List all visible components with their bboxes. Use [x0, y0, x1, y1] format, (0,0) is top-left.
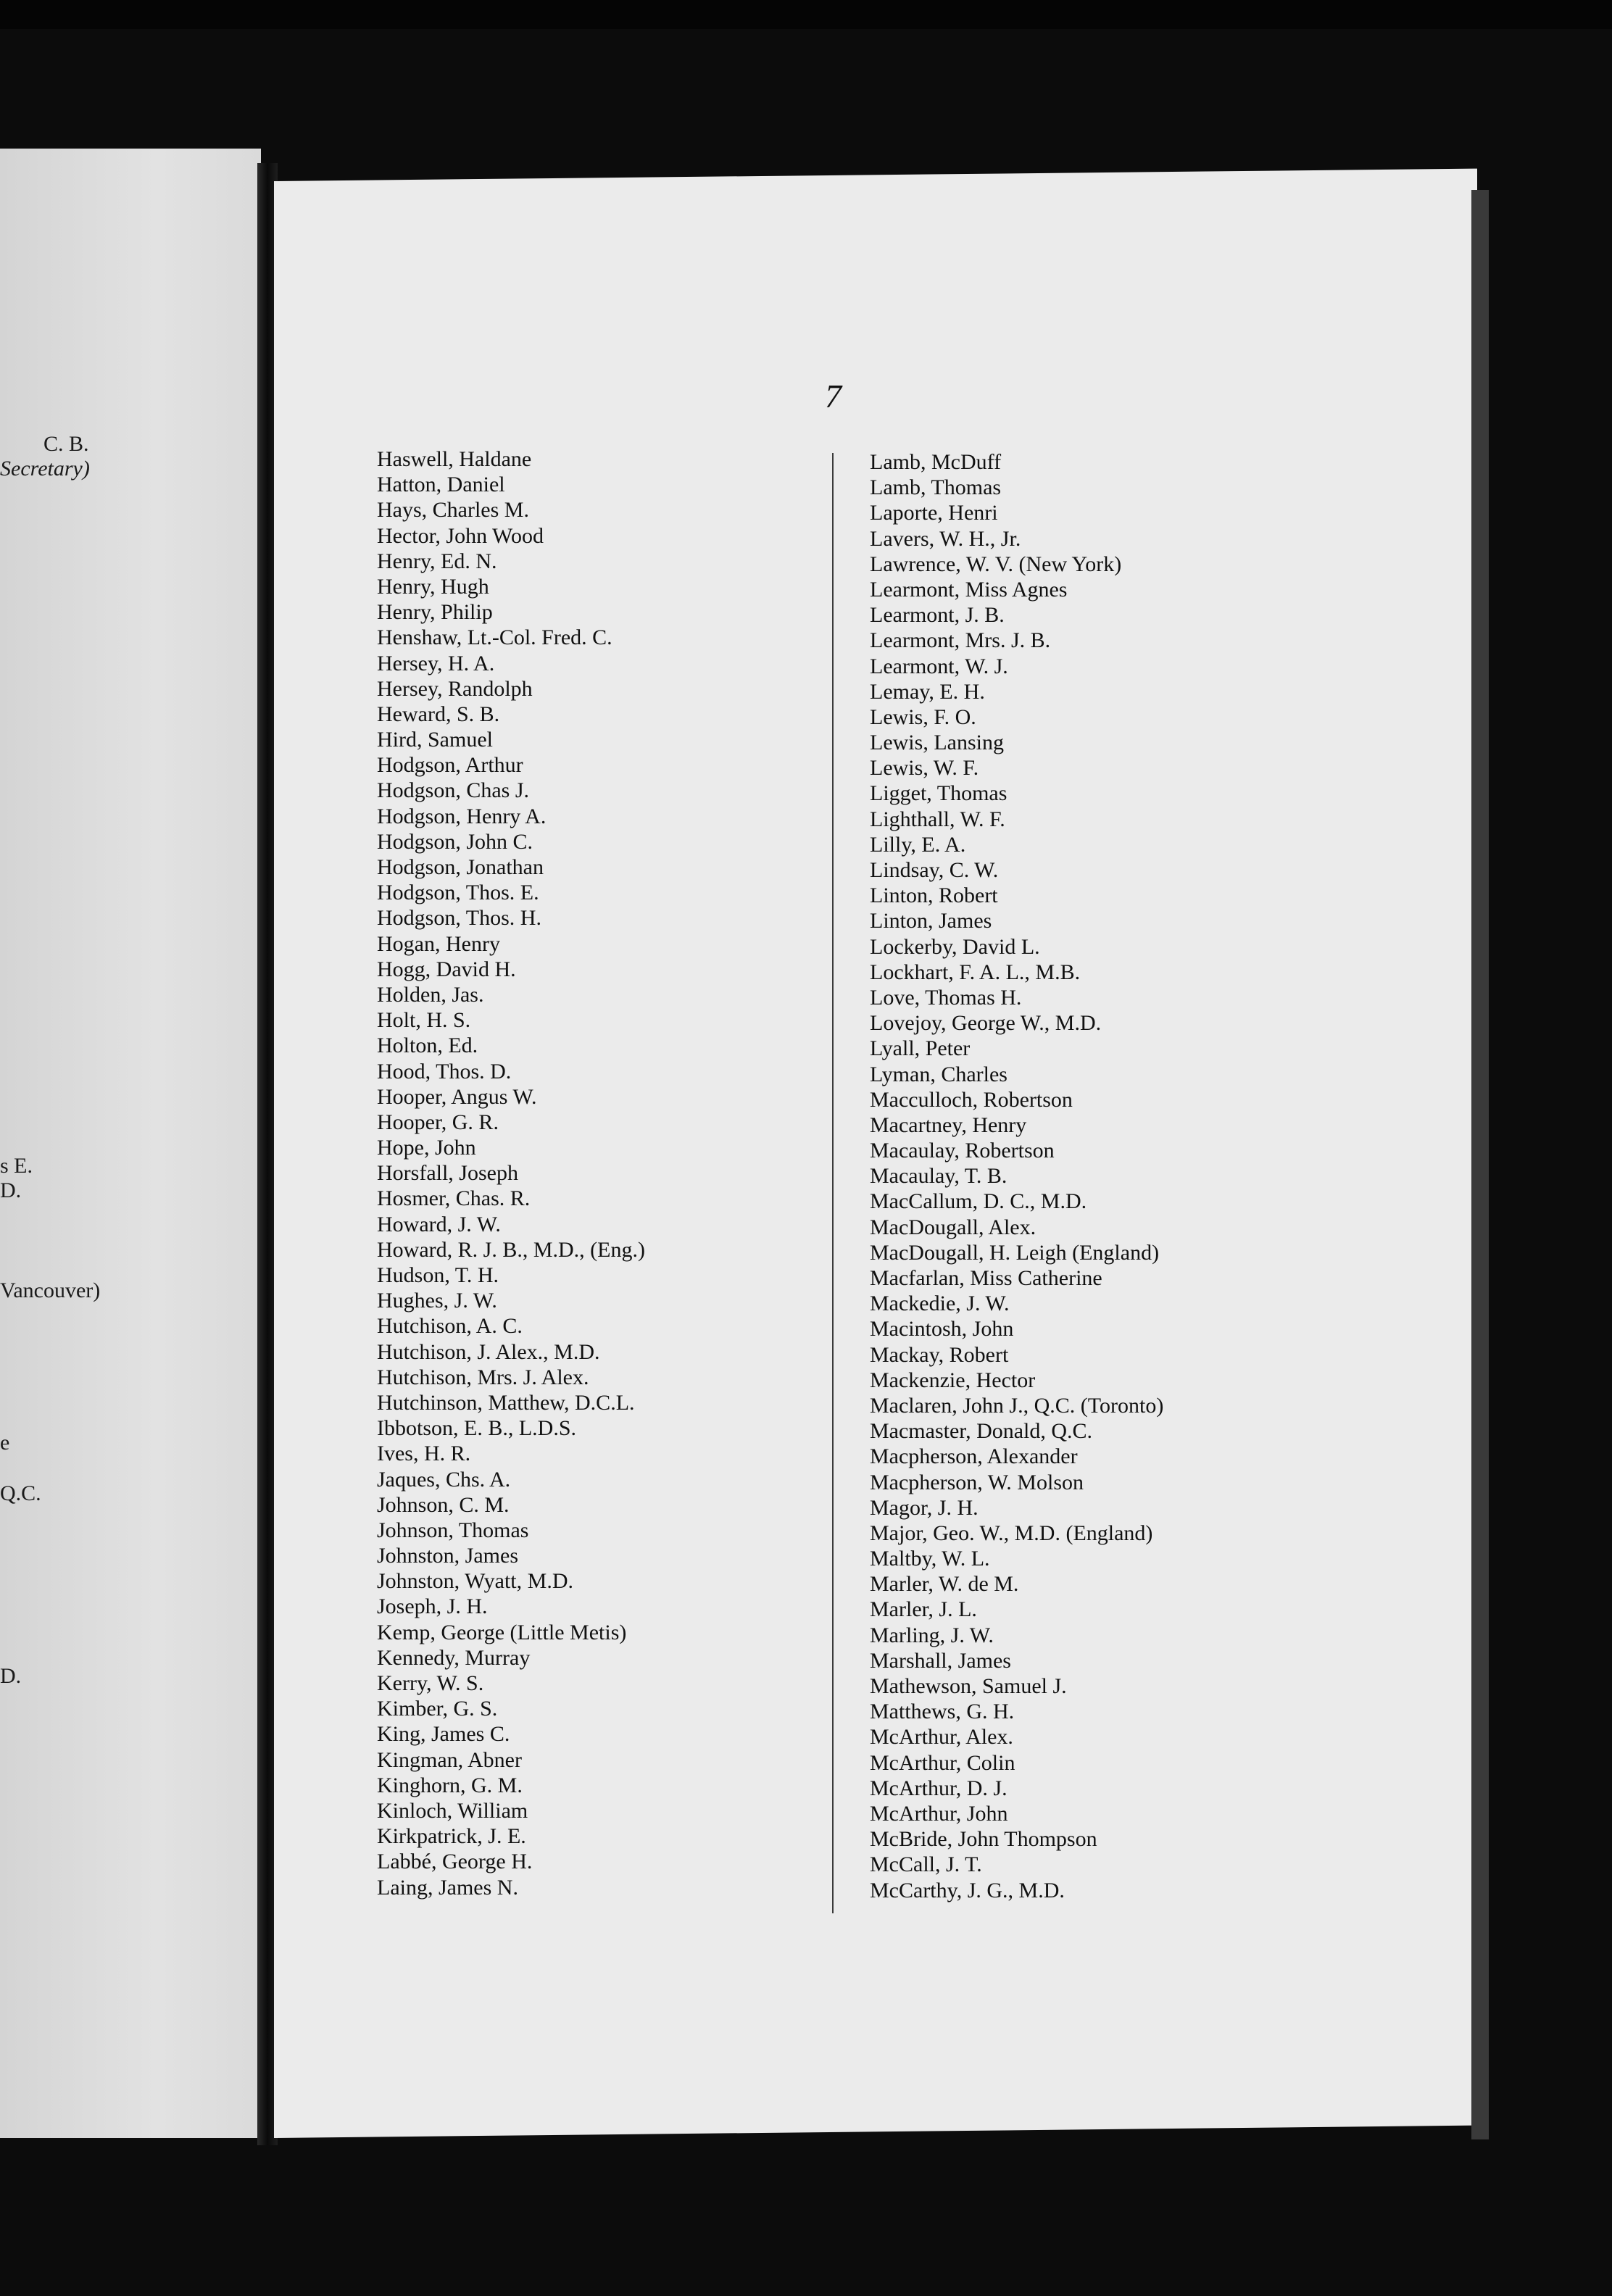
member-entry: Howard, J. W.: [377, 1212, 501, 1236]
left-page-fragment: C. B.: [43, 432, 89, 456]
member-entry: Mackenzie, Hector: [870, 1368, 1036, 1392]
member-entry: Kimber, G. S.: [377, 1697, 498, 1721]
member-entry: Johnston, James: [377, 1544, 518, 1568]
member-entry: Lavers, W. H., Jr.: [870, 526, 1021, 551]
member-entry: Hood, Thos. D.: [377, 1059, 512, 1083]
member-entry: Henshaw, Lt.-Col. Fred. C.: [377, 625, 612, 650]
member-entry: Learmont, Mrs. J. B.: [870, 628, 1051, 653]
film-top-border: [0, 0, 1612, 29]
member-entry: Lindsay, C. W.: [870, 858, 999, 882]
left-page-fragment: Q.C.: [0, 1481, 41, 1505]
member-entry: Hersey, H. A.: [377, 651, 495, 675]
member-entry: Learmont, Miss Agnes: [870, 577, 1068, 602]
member-entry: Holton, Ed.: [377, 1033, 478, 1058]
member-entry: Macartney, Henry: [870, 1112, 1027, 1137]
member-entry: Marling, J. W.: [870, 1623, 994, 1647]
member-entry: Hooper, G. R.: [377, 1110, 499, 1134]
member-entry: Kirkpatrick, J. E.: [377, 1824, 526, 1849]
member-entry: Lighthall, W. F.: [870, 807, 1005, 831]
member-entry: Hope, John: [377, 1136, 476, 1160]
member-entry: Lewis, F. O.: [870, 704, 976, 729]
member-entry: Kinghorn, G. M.: [377, 1773, 523, 1797]
member-entry: Hector, John Wood: [377, 523, 544, 548]
member-entry: Lemay, E. H.: [870, 679, 985, 704]
member-entry: Macpherson, Alexander: [870, 1444, 1078, 1469]
member-entry: King, James C.: [377, 1722, 510, 1747]
member-entry: Linton, Robert: [870, 883, 998, 908]
member-entry: Joseph, J. H.: [377, 1594, 488, 1619]
page-edge: [1471, 190, 1489, 2139]
member-entry: Lovejoy, George W., M.D.: [870, 1011, 1102, 1036]
left-page-fragment: Vancouver): [0, 1278, 101, 1302]
member-entry: Kerry, W. S.: [377, 1671, 484, 1695]
member-entry: McArthur, John: [870, 1801, 1008, 1826]
member-entry: Lilly, E. A.: [870, 832, 966, 857]
left-page: [0, 149, 261, 2138]
column-divider: [832, 453, 834, 1913]
member-entry: Macaulay, T. B.: [870, 1164, 1008, 1189]
left-page-fragment: D.: [0, 1664, 22, 1688]
member-entry: Learmont, W. J.: [870, 654, 1008, 678]
member-entry: Lawrence, W. V. (New York): [870, 552, 1122, 576]
member-entry: Lewis, W. F.: [870, 756, 979, 781]
member-entry: Hersey, Randolph: [377, 676, 533, 701]
member-entry: Howard, R. J. B., M.D., (Eng.): [377, 1237, 645, 1262]
member-entry: Hogan, Henry: [377, 931, 500, 956]
member-entry: Macaulay, Robertson: [870, 1139, 1055, 1163]
member-entry: Learmont, J. B.: [870, 603, 1005, 628]
member-entry: Linton, James: [870, 909, 992, 933]
member-entry: McBride, John Thompson: [870, 1827, 1097, 1852]
page-number: 7: [825, 378, 842, 415]
member-entry: Labbé, George H.: [377, 1850, 533, 1874]
member-entry: Marshall, James: [870, 1648, 1011, 1673]
member-entry: Macmaster, Donald, Q.C.: [870, 1419, 1093, 1444]
member-entry: MacCallum, D. C., M.D.: [870, 1189, 1087, 1214]
member-entry: Lockerby, David L.: [870, 934, 1040, 959]
member-entry: Lockhart, F. A. L., M.B.: [870, 960, 1081, 984]
left-page-fragment: e: [0, 1431, 10, 1455]
member-entry: Hogg, David H.: [377, 957, 516, 981]
member-entry: Heward, S. B.: [377, 702, 500, 726]
member-entry: Hutchison, J. Alex., M.D.: [377, 1339, 600, 1364]
member-entry: Haswell, Haldane: [377, 447, 532, 471]
member-entry: Holden, Jas.: [377, 982, 484, 1007]
member-entry: Lyman, Charles: [870, 1062, 1008, 1086]
member-entry: Ibbotson, E. B., L.D.S.: [377, 1416, 577, 1441]
member-entry: Mathewson, Samuel J.: [870, 1674, 1067, 1698]
member-entry: Lamb, McDuff: [870, 450, 1002, 474]
member-entry: McArthur, D. J.: [870, 1776, 1008, 1800]
member-entry: Hughes, J. W.: [377, 1289, 497, 1313]
member-entry: Macculloch, Robertson: [870, 1087, 1073, 1112]
member-entry: Hodgson, John C.: [377, 829, 533, 854]
member-entry: Laporte, Henri: [870, 501, 998, 525]
member-entry: Maclaren, John J., Q.C. (Toronto): [870, 1393, 1164, 1418]
member-entry: McCall, J. T.: [870, 1852, 982, 1877]
member-entry: Hays, Charles M.: [377, 498, 529, 523]
member-entry: Kingman, Abner: [377, 1747, 522, 1772]
member-entry: Johnston, Wyatt, M.D.: [377, 1569, 573, 1594]
member-entry: McArthur, Colin: [870, 1750, 1015, 1775]
member-entry: Henry, Ed. N.: [377, 549, 497, 573]
member-entry: Matthews, G. H.: [870, 1700, 1015, 1724]
member-entry: Hudson, T. H.: [377, 1263, 499, 1287]
member-entry: Hutchinson, Matthew, D.C.L.: [377, 1390, 635, 1415]
member-entry: Macfarlan, Miss Catherine: [870, 1266, 1102, 1290]
member-entry: Major, Geo. W., M.D. (England): [870, 1521, 1153, 1545]
member-entry: Love, Thomas H.: [870, 985, 1022, 1010]
member-entry: Laing, James N.: [377, 1875, 518, 1900]
member-entry: Mackay, Robert: [870, 1342, 1009, 1367]
member-entry: Johnson, Thomas: [377, 1518, 529, 1542]
member-entry: Holt, H. S.: [377, 1008, 471, 1033]
member-entry: Maltby, W. L.: [870, 1547, 990, 1571]
member-entry: Hodgson, Arthur: [377, 753, 523, 778]
name-column-right: [870, 449, 1163, 1903]
member-entry: Johnson, C. M.: [377, 1492, 510, 1517]
member-entry: Henry, Philip: [377, 600, 493, 625]
member-entry: McCarthy, J. G., M.D.: [870, 1878, 1065, 1902]
member-entry: Magor, J. H.: [870, 1495, 979, 1520]
member-entry: Hodgson, Thos. E.: [377, 881, 539, 905]
member-entry: Henry, Hugh: [377, 574, 489, 599]
member-entry: Mackedie, J. W.: [870, 1292, 1010, 1316]
member-entry: Hutchison, A. C.: [377, 1314, 523, 1339]
member-entry: Jaques, Chs. A.: [377, 1467, 511, 1492]
member-entry: Horsfall, Joseph: [377, 1161, 518, 1186]
left-page-fragment: s E.: [0, 1154, 33, 1178]
left-page-fragment: D.: [0, 1178, 22, 1202]
member-entry: Hooper, Angus W.: [377, 1084, 537, 1109]
member-entry: Hutchison, Mrs. J. Alex.: [377, 1365, 589, 1389]
member-entry: Hird, Samuel: [377, 728, 493, 752]
left-page-fragment: Secretary): [0, 457, 90, 481]
name-column-left: [377, 446, 645, 1900]
member-entry: Hodgson, Thos. H.: [377, 906, 541, 931]
member-entry: Lamb, Thomas: [870, 475, 1002, 500]
member-entry: Hosmer, Chas. R.: [377, 1186, 531, 1211]
member-entry: Kinloch, William: [377, 1798, 528, 1823]
member-entry: McArthur, Alex.: [870, 1725, 1013, 1750]
member-entry: Ligget, Thomas: [870, 781, 1008, 806]
member-entry: Lyall, Peter: [870, 1036, 971, 1061]
member-entry: Kennedy, Murray: [377, 1645, 531, 1670]
member-entry: Hodgson, Jonathan: [377, 855, 544, 879]
member-entry: Hatton, Daniel: [377, 473, 505, 497]
member-entry: Hodgson, Chas J.: [377, 778, 530, 803]
member-entry: Hodgson, Henry A.: [377, 804, 547, 828]
member-entry: MacDougall, Alex.: [870, 1215, 1036, 1239]
member-entry: Kemp, George (Little Metis): [377, 1620, 627, 1644]
member-entry: Marler, J. L.: [870, 1597, 977, 1622]
member-entry: Lewis, Lansing: [870, 731, 1004, 755]
member-entry: MacDougall, H. Leigh (England): [870, 1240, 1160, 1265]
member-entry: Macintosh, John: [870, 1317, 1014, 1342]
member-entry: Ives, H. R.: [377, 1442, 471, 1466]
member-entry: Macpherson, W. Molson: [870, 1470, 1084, 1494]
member-entry: Marler, W. de M.: [870, 1572, 1019, 1597]
